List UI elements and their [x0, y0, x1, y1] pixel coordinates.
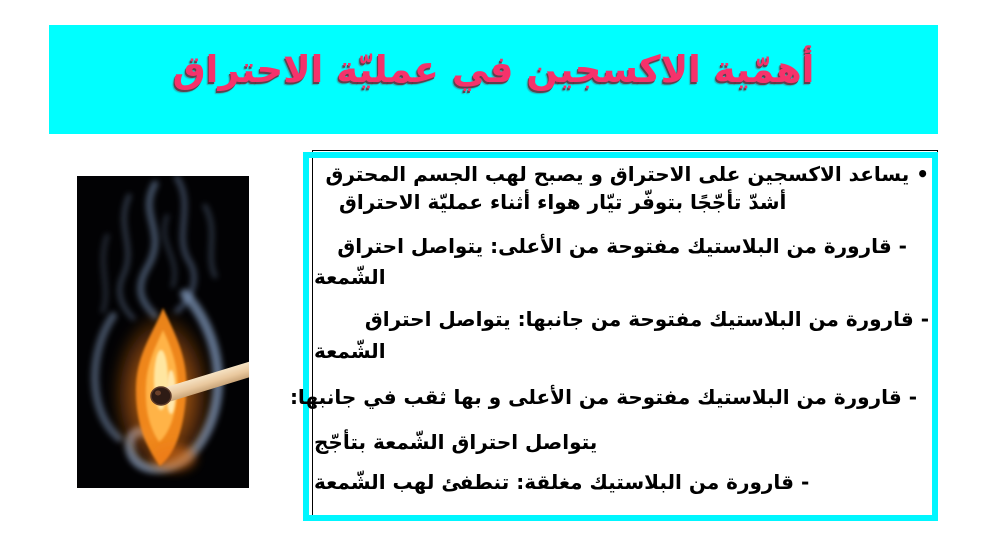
title-banner: [49, 25, 938, 134]
match-flame-smoke-graphic: [77, 176, 249, 488]
slide-title: أهمّية الاكسجين في عمليّة الاحتراق: [172, 48, 815, 91]
burning-match-image: [77, 176, 249, 488]
textbox-content: [289, 158, 929, 513]
bullet-line-oxygen-helps-cont: أشدّ تأجّجًا بتوفّر تيّار هواء أثناء عمليّة الاحتراق: [339, 190, 787, 214]
item-bottle-top-and-hole: - قارورة من البلاستيك مفتوحة من الأعلى و بها ثقب في جانبها:: [289, 385, 917, 409]
match-head: [151, 387, 171, 405]
item-bottle-top-and-hole-cont: يتواصل احتراق الشّمعة بتأجّج: [314, 430, 598, 454]
item-bottle-closed: - قارورة من البلاستيك مغلقة: تنطفئ لهب الشّمعة: [314, 470, 810, 494]
item-bottle-open-side-cont: الشّمعة: [314, 339, 386, 363]
item-bottle-open-top: - قارورة من البلاستيك مفتوحة من الأعلى: يتواصل احتراق: [337, 234, 907, 258]
bullet-line-oxygen-helps: • يساعد الاكسجين على الاحتراق و يصبح لهب الجسم المحترق: [325, 162, 929, 186]
item-bottle-open-top-cont: الشّمعة: [314, 265, 386, 289]
item-bottle-open-side: - قارورة من البلاستيك مفتوحة من جانبها: يتواصل احتراق: [364, 307, 929, 331]
content-textbox: [289, 150, 938, 521]
